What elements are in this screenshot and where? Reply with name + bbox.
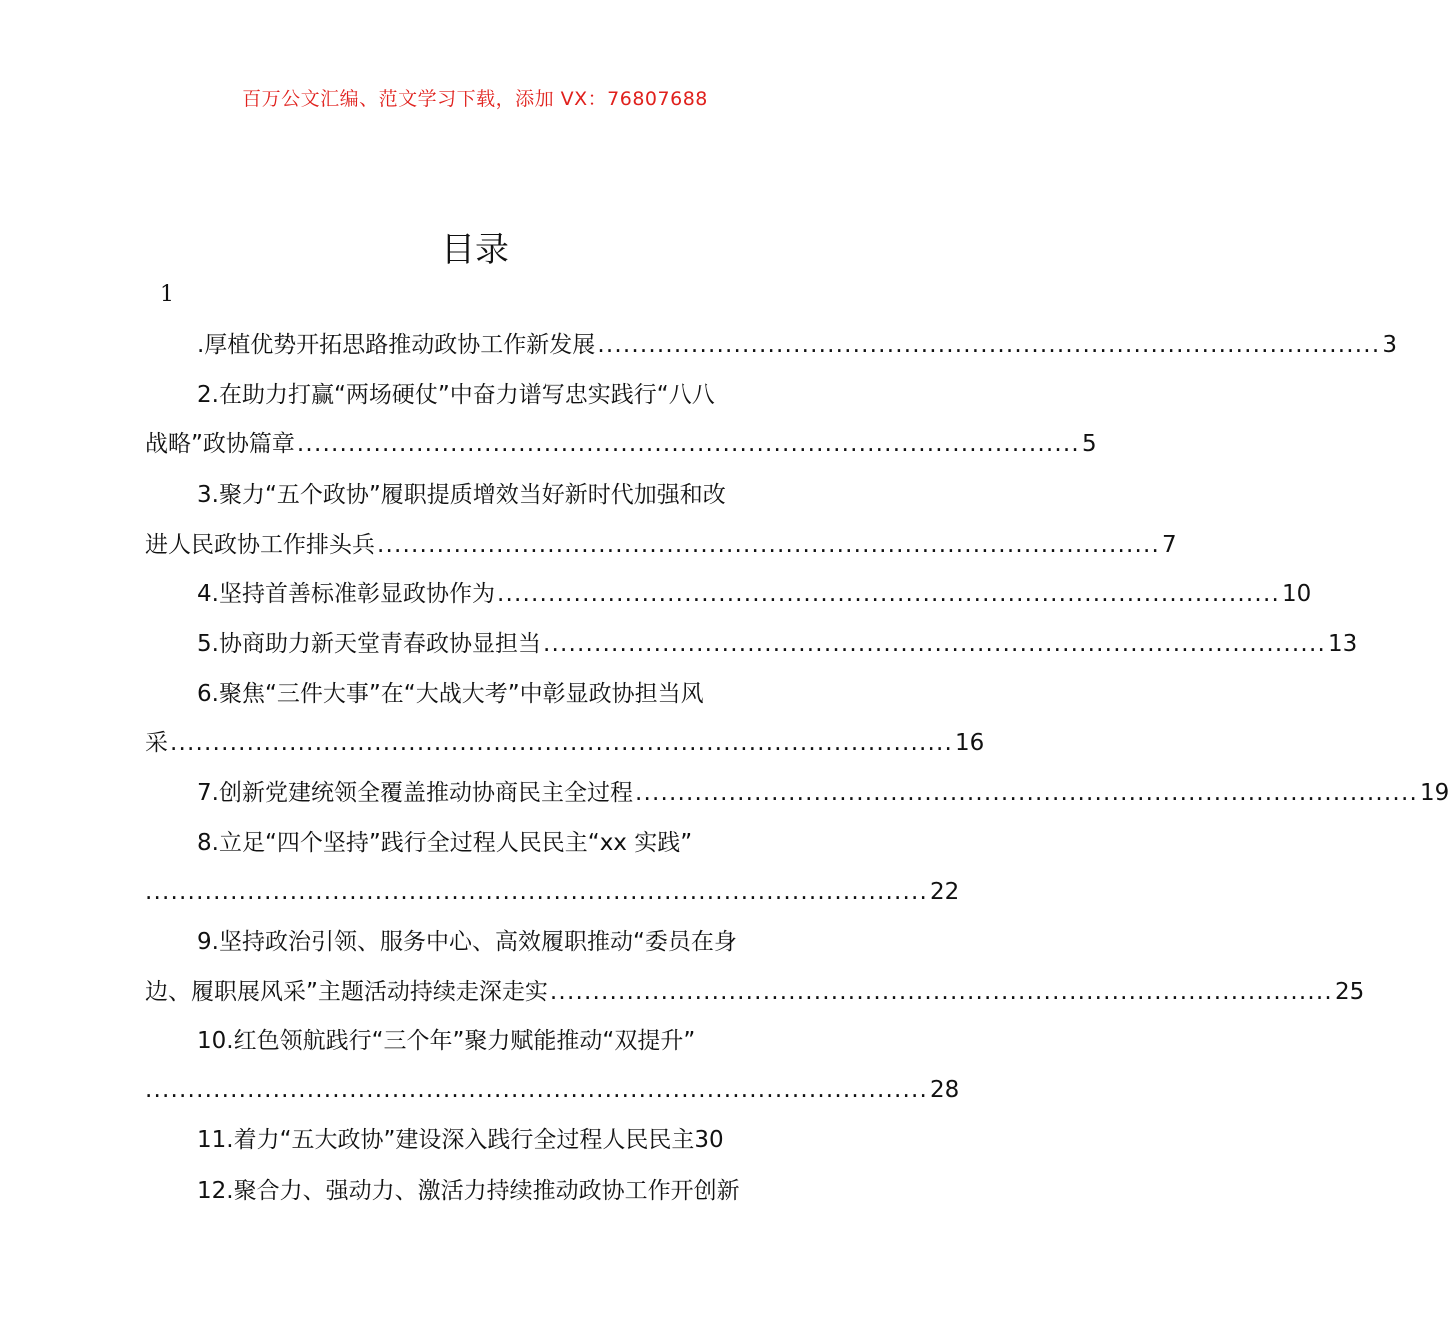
toc-leader-dots: ............................................................................................ xyxy=(145,1077,929,1103)
toc-entry-title: 6.聚焦“三件大事”在“大战大考”中彰显政协担当风 xyxy=(197,681,704,707)
section-number: 1 xyxy=(160,282,174,307)
toc-entry-title: 5.协商助力新天堂青春政协显担当 xyxy=(197,631,541,657)
toc-entry-title-cont: 边、履职展风采”主题活动持续走深走实 xyxy=(145,979,548,1005)
toc-page-number: 13 xyxy=(1327,631,1358,657)
toc-leader-dots: ............................................................................................ xyxy=(549,979,1333,1005)
toc-entry-11[interactable] xyxy=(145,1123,807,1157)
toc-entry-2-cont[interactable] xyxy=(145,427,1097,461)
toc-entry-9[interactable] xyxy=(145,925,807,959)
toc-entry-10[interactable] xyxy=(145,1024,807,1058)
toc-entry-title: 8.立足“四个坚持”践行全过程人民民主“xx 实践” xyxy=(197,830,693,856)
toc-entry-title: 2.在助力打赢“两场硬仗”中奋力谱写忠实践行“八八 xyxy=(197,382,715,408)
toc-page-number: 7 xyxy=(1162,532,1177,558)
toc-entry-7[interactable] xyxy=(145,776,1449,810)
toc-entry-title: 12.聚合力、强动力、激活力持续推动政协工作开创新 xyxy=(197,1178,740,1204)
toc-leader-dots: ............................................................................................ xyxy=(597,332,1381,358)
toc-leader-dots: ............................................................................................ xyxy=(542,631,1326,657)
toc-page-number: 5 xyxy=(1081,431,1097,457)
toc-entry-title: 4.坚持首善标准彰显政协作为 xyxy=(197,581,495,607)
toc-leader-dots: ............................................................................................ xyxy=(377,532,1161,558)
toc-entry-4[interactable] xyxy=(145,577,1312,611)
toc-entry-title: 7.创新党建统领全覆盖推动协商民主全过程 xyxy=(197,780,633,806)
toc-entry-5[interactable] xyxy=(145,627,1358,661)
toc-entry-title-cont: 进人民政协工作排头兵 xyxy=(145,532,375,558)
toc-entry-6-cont[interactable] xyxy=(145,726,985,760)
toc-page-number: 25 xyxy=(1334,979,1365,1005)
toc-entry-3[interactable] xyxy=(145,478,807,512)
page-title: 目录 xyxy=(441,230,509,270)
toc-entry-1[interactable] xyxy=(145,328,1397,362)
toc-page-number: 19 xyxy=(1419,780,1449,806)
toc-leader-dots: ............................................................................................ xyxy=(496,581,1280,607)
toc-entry-3-cont[interactable] xyxy=(145,528,1177,562)
toc-leader-dots: ............................................................................................ xyxy=(296,431,1080,457)
toc-leader-dots: ............................................................................................ xyxy=(170,730,954,756)
toc-page-number: 10 xyxy=(1281,581,1312,607)
toc-page-number: 22 xyxy=(930,879,960,905)
toc-entry-8-cont[interactable] xyxy=(145,875,960,909)
toc-entry-12[interactable] xyxy=(145,1174,807,1208)
toc-page-number: 28 xyxy=(930,1077,960,1103)
toc-entry-10-cont[interactable] xyxy=(145,1073,960,1107)
toc-entry-9-cont[interactable] xyxy=(145,975,1365,1009)
toc-entry-8[interactable] xyxy=(145,826,807,860)
header-banner: 百万公文汇编、范文学习下载，添加 VX：76807688 xyxy=(242,88,708,110)
toc-entry-title: 10.红色领航践行“三个年”聚力赋能推动“双提升” xyxy=(197,1028,696,1054)
toc-entry-title: 11.着力“五大政协”建设深入践行全过程人民民主30 xyxy=(197,1127,724,1153)
toc-entry-title-cont: 采 xyxy=(145,730,168,756)
toc-entry-title: 9.坚持政治引领、服务中心、高效履职推动“委员在身 xyxy=(197,929,737,955)
toc-entry-title: .厚植优势开拓思路推动政协工作新发展 xyxy=(197,332,596,358)
toc-entry-2[interactable] xyxy=(145,378,807,412)
toc-leader-dots: ............................................................................................ xyxy=(145,879,929,905)
toc-leader-dots: ............................................................................................ xyxy=(634,780,1418,806)
toc-entry-title: 3.聚力“五个政协”履职提质增效当好新时代加强和改 xyxy=(197,482,726,508)
toc-page-number: 16 xyxy=(955,730,985,756)
toc-entry-title-cont: 战略”政协篇章 xyxy=(145,431,295,457)
toc-entry-6[interactable] xyxy=(145,677,807,711)
toc-page-number: 3 xyxy=(1382,332,1397,358)
